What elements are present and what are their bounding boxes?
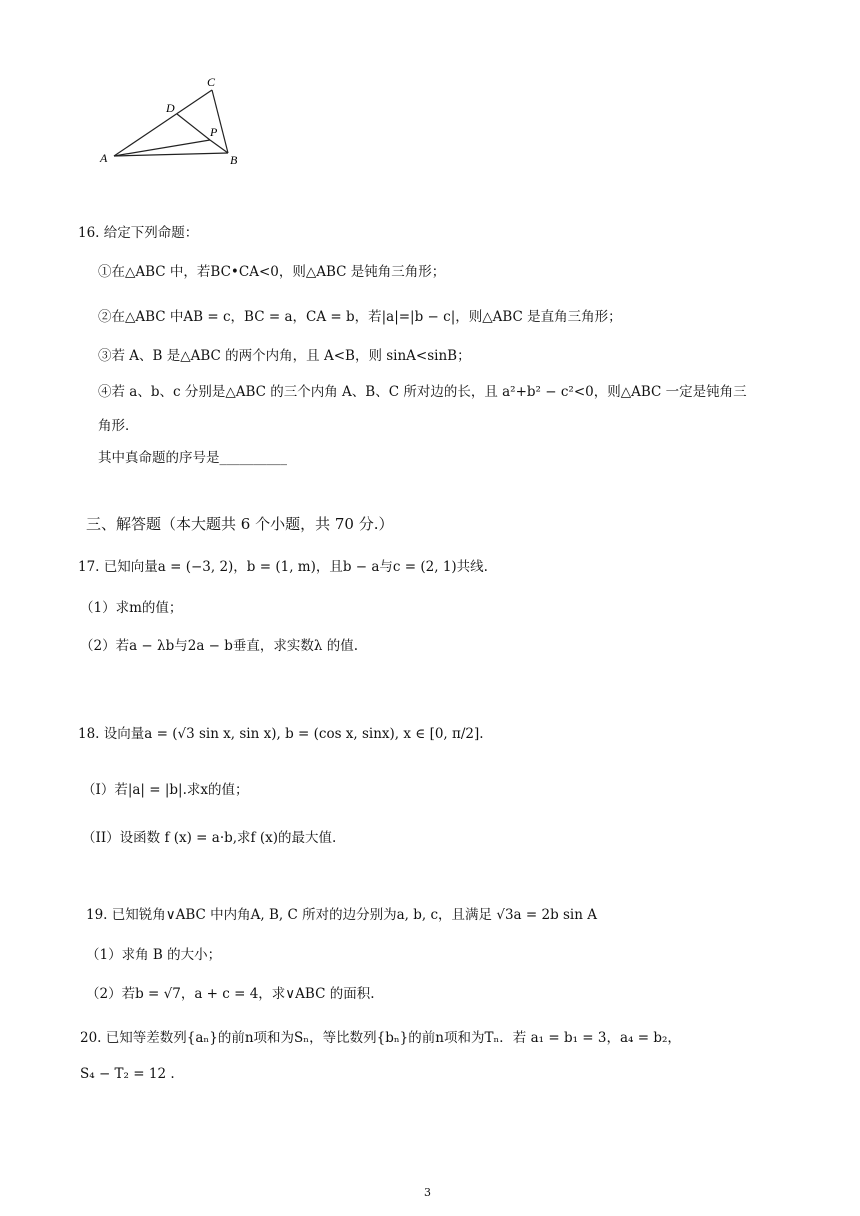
q19-sub-1: （1）求角 B 的大小； <box>86 947 222 963</box>
q17-sub-2: （2）若a − λb与2a − b垂直，求实数λ 的值. <box>80 638 359 654</box>
q17-stem: 17. 已知向量a = (−3, 2)，b = (1, m)，且b − a与c = (2, 1)共线. <box>78 559 488 575</box>
page-number: 3 <box>424 1186 431 1199</box>
q17-sub-1: （1）求m的值； <box>80 600 183 616</box>
triangle-figure <box>90 72 260 172</box>
q19-stem: 19. 已知锐角∨ABC 中内角A, B, C 所对的边分别为a, b, c，且满足 √3a = 2b sin A <box>86 907 597 923</box>
q16-ask: 其中真命题的序号是__________ <box>98 450 287 466</box>
segment-ac <box>114 90 212 156</box>
label-b: B <box>230 153 238 167</box>
q19-sub-2: （2）若b = √7，a + c = 4，求∨ABC 的面积. <box>86 986 375 1002</box>
q18-sub-2: （II）设函数 f (x) = a·b,求f (x)的最大值. <box>82 830 337 846</box>
q16-proposition-3: ③若 A、B 是△ABC 的两个内角，且 A<B，则 sinA<sinB； <box>98 348 471 364</box>
section-3-title: 三、解答题（本大题共 6 个小题，共 70 分.） <box>86 515 394 533</box>
q20-stem: 20. 已知等差数列{aₙ}的前n项和为Sₙ，等比数列{bₙ}的前n项和为Tₙ．若 a₁ = b₁ = 3，a₄ = b₂， <box>80 1030 681 1046</box>
segment-dp <box>177 114 210 140</box>
q16-proposition-4-line2: 角形． <box>98 418 139 434</box>
q16-proposition-1: ①在△ABC 中，若BC•CA<0，则△ABC 是钝角三角形； <box>98 264 446 280</box>
label-a: A <box>100 151 108 165</box>
q18-stem: 18. 设向量a = (√3 sin x, sin x), b = (cos x, sinx), x ∈ [0, π/2]. <box>78 726 484 742</box>
q16-proposition-4-line1: ④若 a、b、c 分别是△ABC 的三个内角 A、B、C 所对边的长，且 a²+b² − c²<0，则△ABC 一定是钝角三 <box>98 384 747 400</box>
label-d: D <box>166 101 175 115</box>
q20-line-2: S₄ − T₂ = 12 . <box>80 1066 175 1082</box>
q16-stem: 16. 给定下列命题： <box>78 225 199 241</box>
q18-sub-1: （I）若|a| = |b|.求x的值； <box>82 782 249 798</box>
label-c: C <box>207 75 216 89</box>
q16-proposition-2: ②在△ABC 中AB = c，BC = a，CA = b，若|a|=|b − c|，则△ABC 是直角三角形； <box>98 309 622 325</box>
label-p: P <box>210 125 218 139</box>
